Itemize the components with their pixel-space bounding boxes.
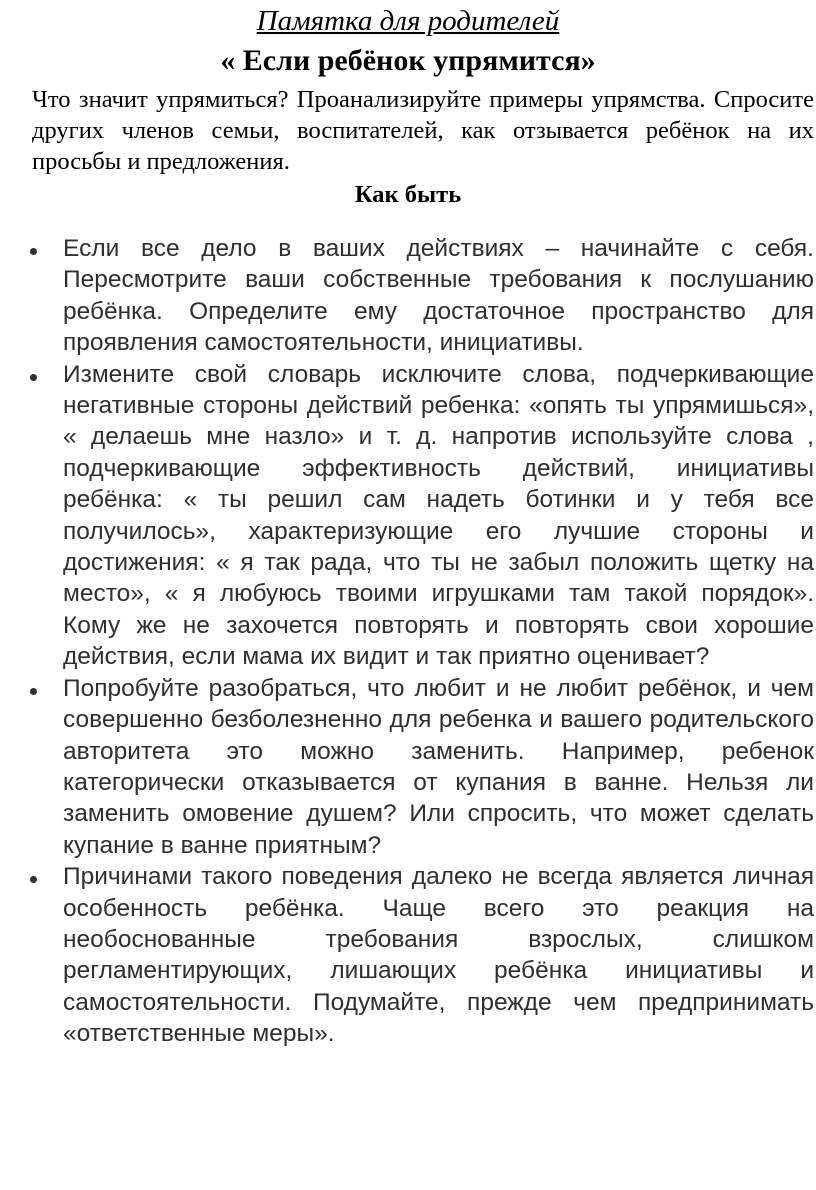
list-item	[24, 233, 814, 359]
document-subtitle: « Если ребёнок упрямится»	[220, 44, 596, 77]
list-item-text: Если все дело в ваших действиях – начинайте с себя. Пересмотрите ваши собственные требования к послушанию ребёнка. Определите ему достаточное пространство для проявления самостоятельности, инициативы.	[63, 235, 814, 357]
list-item	[24, 673, 814, 861]
bullet-icon	[30, 248, 37, 255]
list-item-text: Причинами такого поведения далеко не всегда является личная особенность ребёнка. Чаще всего это реакция на необоснованные требования взрослых, слишком регламентирующих, лишающих ребёнка инициативы и самостоятельности. Подумайте, прежде чем предпринимать «ответственные меры».	[63, 863, 814, 1048]
list-item-text: Измените свой словарь исключите слова, подчеркивающие негативные стороны действий ребенка: «опять ты упрямишься», « делаешь мне назло» и т. д. напротив используйте слова , подчеркивающие эффективность действий, инициативы ребёнка: « ты решил сам надеть ботинки и у тебя все получилось», характеризующие его лучшие стороны и достижения: « я так рада, что ты не забыл положить щетку на место», « я любуюсь твоими игрушками там такой порядок». Кому же не захочется повторять и повторять свои хорошие действия, если мама их видит и так приятно оценивает?	[63, 360, 814, 671]
list-item	[24, 359, 814, 673]
intro-paragraph: Что значит упрямиться? Проанализируйте примеры упрямства. Спросите других членов семьи, воспитателей, как отзывается ребёнок на их просьбы и предложения.	[32, 86, 814, 175]
bullet-icon	[30, 688, 37, 695]
list-item-text: Попробуйте разобраться, что любит и не любит ребёнок, и чем совершенно безболезненно для ребенка и вашего родительского авторитета это можно заменить. Например, ребенок категорически отказывается от купания в ванне. Нельзя ли заменить омовение душем? Или спросить, что может сделать купание в ванне приятным?	[63, 674, 814, 859]
bullet-icon	[30, 876, 37, 883]
document-title: Памятка для родителей	[256, 5, 560, 37]
advice-list	[24, 233, 814, 1050]
section-heading: Как быть	[354, 181, 462, 208]
list-item	[24, 861, 814, 1049]
bullet-icon	[30, 374, 37, 381]
